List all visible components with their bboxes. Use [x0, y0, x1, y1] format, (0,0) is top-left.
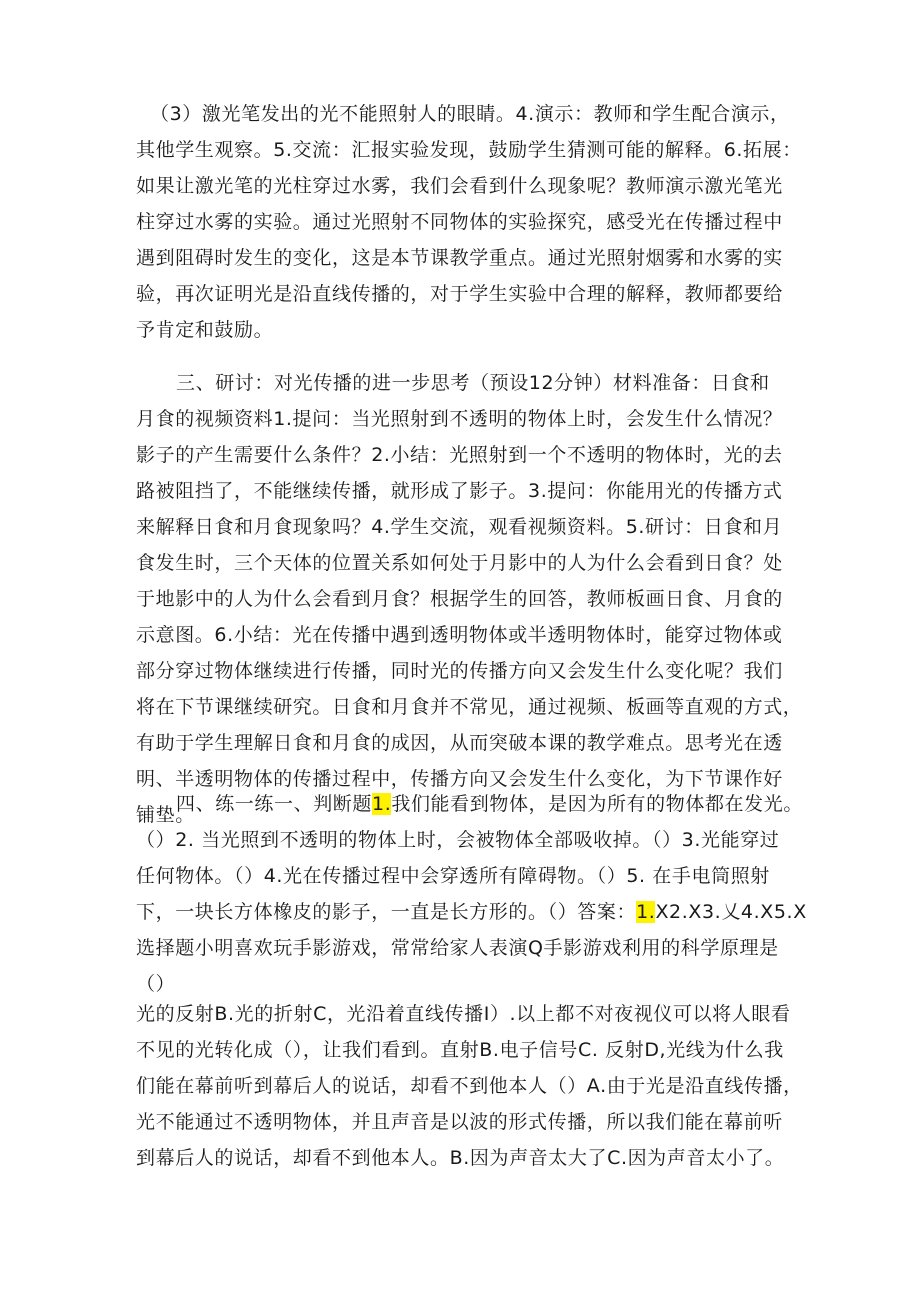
text-line: 路被阻挡了，不能继续传播，就形成了影子。3.提问：你能用光的传播方式 — [136, 480, 783, 502]
text-line: 三、研讨：对光传播的进一步思考（预设12分钟）材料准备：日食和 — [176, 372, 770, 394]
text-line: 光的反射B.光的折射C，光沿着直线传播I）.以上都不对夜视仪可以将人眼看 — [136, 1003, 791, 1025]
text-line: 如果让激光笔的光柱穿过水雾，我们会看到什么现象呢？教师演示激光笔光 — [136, 175, 783, 197]
text-line — [136, 786, 803, 822]
text-line: 任何物体。（）4.光在传播过程中会穿透所有障碍物。（）5. 在手电筒照射 — [136, 865, 770, 887]
text-line: 光不能通过不透明物体，并且声音是以波的形式传播，所以我们能在幕前听 — [136, 1111, 783, 1133]
text-line: 遇到阻碍时发生的变化，这是本节课教学重点。通过光照射烟雾和水雾的实 — [136, 247, 783, 269]
text-segment: 四、练一练一、判断题 — [176, 793, 373, 815]
highlighted-text: 1. — [372, 793, 392, 815]
highlighted-text: 1. — [636, 901, 656, 923]
text-line: 予肯定和鼓励。 — [136, 319, 274, 341]
text-line: 验，再次证明光是沿直线传播的，对于学生实验中合理的解释，教师都要给 — [136, 283, 783, 305]
text-line: 明、半透明物体的传播过程中，传播方向又会发生什么变化，为下节课作好 — [136, 768, 783, 790]
text-line: 其他学生观察。5.交流：汇报实验发现，鼓励学生猜测可能的解释。6.拓展： — [136, 139, 802, 161]
text-line: 食发生时，三个天体的位置关系如何处于月影中的人为什么会看到日食？处 — [136, 552, 783, 574]
text-line: 月食的视频资料1.提问：当光照射到不透明的物体上时，会发生什么情况？ — [136, 408, 783, 430]
text-line: 不见的光转化成（），让我们看到。直射B.电子信号C. 反射D,光线为什么我 — [136, 1039, 784, 1061]
text-line: （3）激光笔发出的光不能照射人的眼睛。4.演示：教师和学生配合演示， — [150, 103, 790, 125]
paragraph-choice-questions — [136, 996, 803, 1176]
text-line: 们能在幕前听到幕后人的说话，却看不到他本人（）A.由于光是沿直线传播， — [136, 1075, 803, 1097]
paragraph-experiment — [136, 96, 802, 348]
text-line: 到幕后人的说话，却看不到他本人。B.因为声音太大了C.因为声音太小了。 — [136, 1147, 785, 1169]
text-line: 来解释日食和月食现象吗？4.学生交流，观看视频资料。5.研讨：日食和月 — [136, 516, 783, 538]
text-line: 柱穿过水雾的实验。通过光照射不同物体的实验探究，感受光在传播过程中 — [136, 211, 783, 233]
text-line: 将在下节课继续研究。日食和月食并不常见，通过视频、板画等直观的方式， — [136, 696, 803, 718]
text-line: 有助于学生理解日食和月食的成因，从而突破本课的教学难点。思考光在透 — [136, 732, 783, 754]
text-line: 部分穿过物体继续进行传播，同时光的传播方向又会发生什么变化呢？我们 — [136, 660, 783, 682]
text-line: 铺垫。 — [136, 804, 195, 826]
text-line: 选择题小明喜欢玩手影游戏，常常给家人表演Q手影游戏利用的科学原理是 — [136, 937, 779, 959]
text-segment: 我们能看到物体，是因为所有的物体都在发光。 — [391, 793, 803, 815]
text-line: 于地影中的人为什么会看到月食？根据学生的回答，教师板画日食、月食的 — [136, 588, 783, 610]
text-line: 示意图。6.小结：光在传播中遇到透明物体或半透明物体时，能穿过物体或 — [136, 624, 783, 646]
text-segment: 下，一块长方体橡皮的影子，一直是长方形的。（）答案： — [136, 901, 637, 923]
text-line: （） — [136, 973, 176, 995]
text-line — [136, 894, 807, 930]
text-line: 影子的产生需要什么条件？2.小结：光照射到一个不透明的物体时，光的去 — [136, 444, 783, 466]
text-line: （）2. 当光照到不透明的物体上时，会被物体全部吸收掉。（）3.光能穿过 — [136, 829, 780, 851]
text-segment: X2.X3.乂4.X5.X — [655, 901, 807, 923]
paragraph-exercises — [136, 786, 807, 1002]
paragraph-discussion — [136, 365, 803, 833]
